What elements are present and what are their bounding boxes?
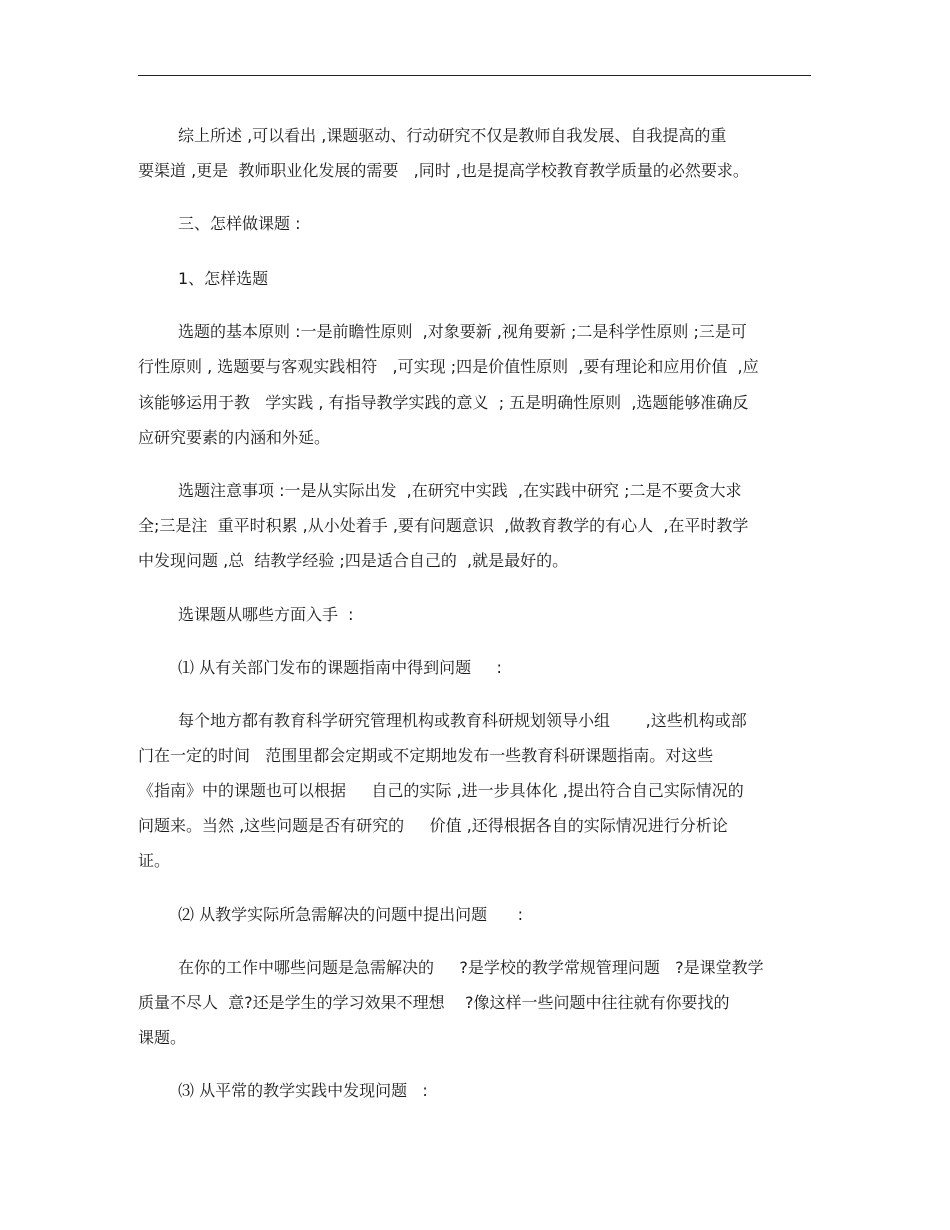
- paragraph-guide-line-4: 问题来。当然 ,这些问题是否有研究的 价值 ,还得根据各自的实际情况进行分析论: [138, 816, 728, 835]
- list-item-1-heading: ⑴ 从有关部门发布的课题指南中得到问题 :: [178, 658, 502, 677]
- paragraph-principles-line-2: 行性原则 , 选题要与客观实践相符 ,可实现 ;四是价值性原则 ,要有理论和应用价值 ,应: [138, 357, 759, 376]
- paragraph-summary-line-2: 要渠道 ,更是 教师职业化发展的需要 ,同时 ,也是提高学校教育教学质量的必然要求。: [138, 161, 749, 180]
- paragraph-urgent-line-3: 课题。: [138, 1028, 187, 1047]
- paragraph-guide-line-2: 门在一定的时间 范围里都会定期或不定期地发布一些教育科研课题指南。对这些: [138, 746, 714, 765]
- paragraph-summary-line-1: 综上所述 ,可以看出 ,课题驱动、行动研究不仅是教师自我发展、自我提高的重: [178, 126, 727, 145]
- paragraph-principles-line-3: 该能够运用于教 学实践 , 有指导教学实践的意义 ; 五是明确性原则 ,选题能够准确反: [138, 393, 749, 412]
- list-item-3-heading: ⑶ 从平常的教学实践中发现问题 :: [178, 1081, 428, 1100]
- paragraph-notes-line-3: 中发现问题 ,总 结教学经验 ;四是适合自己的 ,就是最好的。: [138, 551, 569, 570]
- paragraph-urgent-line-1: 在你的工作中哪些问题是急需解决的 ?是学校的教学常规管理问题 ?是课堂教学: [178, 958, 764, 977]
- paragraph-guide-line-5: 证。: [138, 851, 171, 870]
- list-item-2-heading: ⑵ 从教学实际所急需解决的问题中提出问题 :: [178, 905, 523, 924]
- paragraph-sources-intro: 选课题从哪些方面入手 :: [178, 605, 354, 624]
- paragraph-principles-line-1: 选题的基本原则 :一是前瞻性原则 ,对象要新 ,视角要新 ;二是科学性原则 ;三是可: [178, 322, 747, 341]
- paragraph-notes-line-1: 选题注意事项 :一是从实际出发 ,在研究中实践 ,在实践中研究 ;二是不要贪大求: [178, 481, 742, 500]
- subsection-heading: 1、怎样选题: [178, 269, 269, 288]
- paragraph-guide-line-1: 每个地方都有教育科学研究管理机构或教育科研规划领导小组 ,这些机构或部: [178, 711, 747, 730]
- paragraph-urgent-line-2: 质量不尽人 意?还是学生的学习效果不理想 ?像这样一些问题中往往就有你要找的: [138, 993, 730, 1012]
- section-heading: 三、怎样做课题 :: [178, 214, 301, 233]
- header-rule: [138, 75, 811, 76]
- paragraph-guide-line-3: 《指南》中的课题也可以根据 自己的实际 ,进一步具体化 ,提出符合自己实际情况的: [138, 781, 744, 800]
- paragraph-principles-line-4: 应研究要素的内涵和外延。: [138, 428, 331, 447]
- paragraph-notes-line-2: 全;三是注 重平时积累 ,从小处着手 ,要有问题意识 ,做教育教学的有心人 ,在平时教学: [138, 516, 749, 535]
